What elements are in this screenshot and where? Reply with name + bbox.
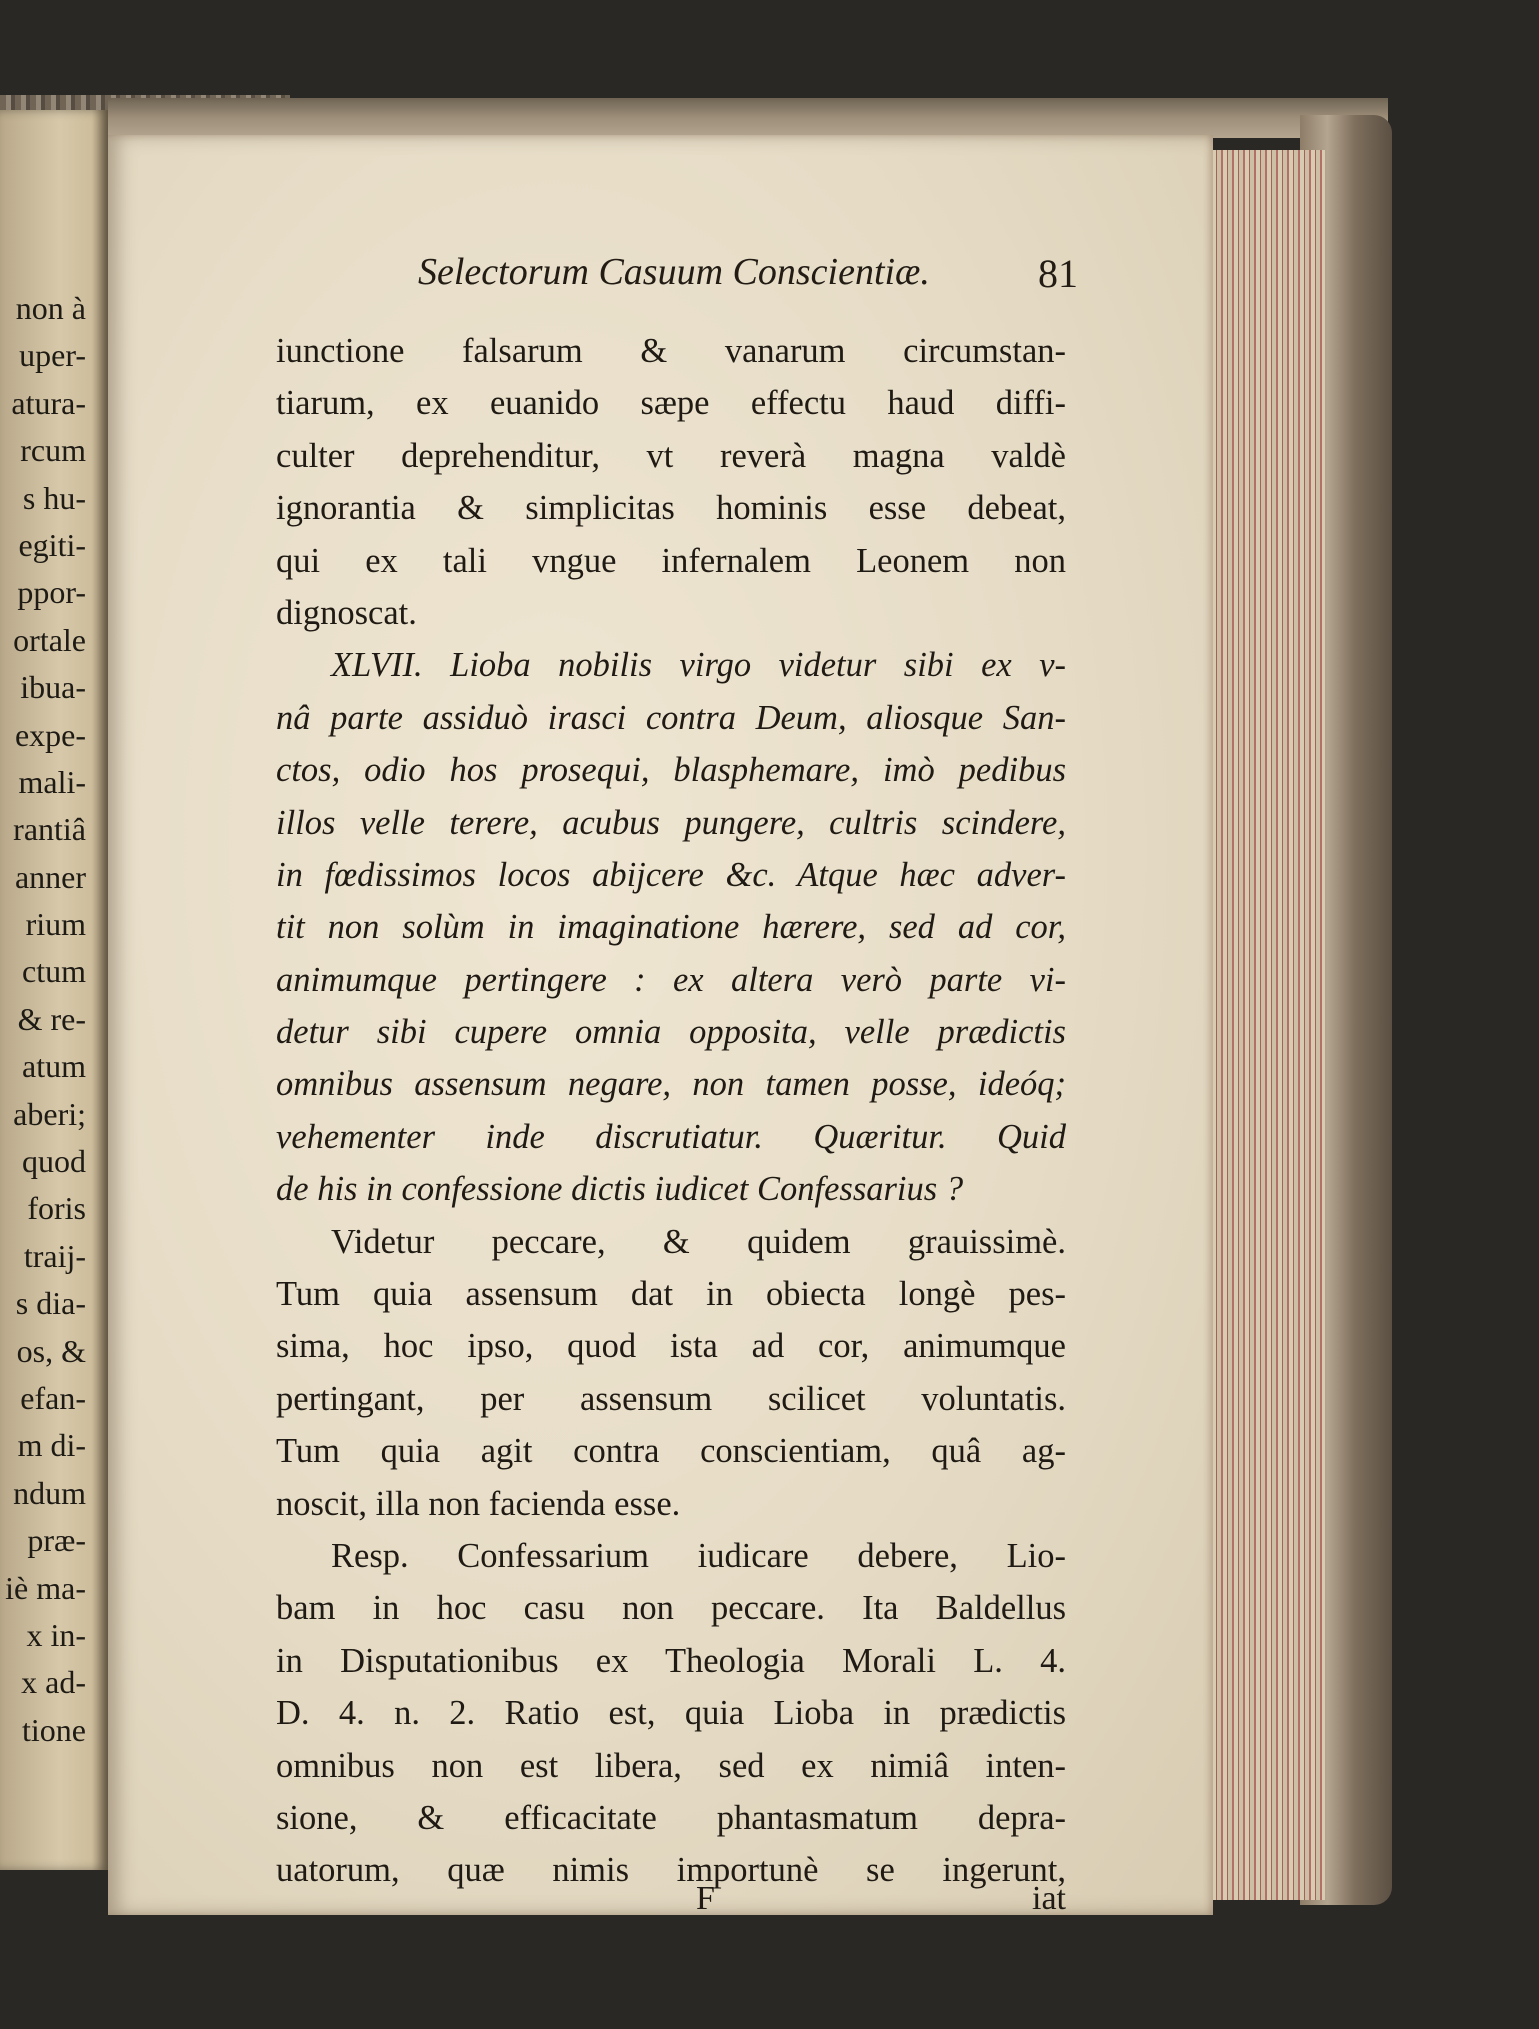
text-line: in fœdissimos locos abijcere &c. Atque hæc adver-: [276, 855, 1066, 894]
text-line: Tum quia agit contra conscientiam, quâ ag-: [276, 1432, 1066, 1471]
text-line: uatorum, quæ nimis importunè se ingerunt,: [276, 1851, 1066, 1890]
page-footer: [276, 1880, 1066, 1930]
left-line-ending: s dia-: [15, 1285, 86, 1322]
left-line-ending: s hu-: [22, 479, 86, 516]
page-header: [298, 250, 1078, 310]
signature-mark: F: [696, 1880, 715, 1917]
left-line-ending: ndum: [13, 1474, 86, 1511]
left-line-ending: atura-: [11, 384, 86, 421]
text-line: culter deprehenditur, vt reverà magna valdè: [276, 436, 1066, 475]
left-line-ending: foris: [27, 1190, 86, 1227]
page-text: [276, 325, 1066, 1897]
text-line: vehementer inde discrutiatur. Quæritur. Quid: [276, 1117, 1066, 1156]
text-line: pertingant, per assensum scilicet voluntatis.: [276, 1379, 1066, 1418]
left-line-ending: x ad-: [21, 1664, 86, 1701]
text-line: Tum quia assensum dat in obiecta longè pes-: [276, 1275, 1066, 1314]
left-line-ending: non à: [15, 290, 86, 326]
left-line-ending: egiti-: [18, 526, 86, 563]
left-line-ending: mali-: [18, 763, 86, 800]
text-line: qui ex tali vngue infernalem Leonem non: [276, 541, 1066, 580]
left-line-ending: ctum: [22, 953, 86, 990]
text-line: sima, hoc ipso, quod ista ad cor, animumque: [276, 1327, 1066, 1366]
text-line: omnibus non est libera, sed ex nimiâ inten-: [276, 1746, 1066, 1785]
text-line: Videtur peccare, & quidem grauissimè.: [331, 1222, 1066, 1261]
left-line-ending: uper-: [19, 337, 86, 374]
text-line: iunctione falsarum & vanarum circumstan-: [276, 332, 1066, 370]
running-head: Selectorum Casuum Conscientiæ.: [418, 251, 930, 293]
left-line-ending: rcum: [20, 432, 86, 469]
left-line-ending: præ-: [27, 1522, 86, 1559]
left-line-ending: & re-: [17, 1000, 86, 1037]
left-line-ending: efan-: [20, 1379, 86, 1416]
text-line: illos velle terere, acubus pungere, cultris scindere,: [276, 803, 1066, 842]
left-line-ending: m di-: [17, 1427, 86, 1464]
text-line: tiarum, ex euanido sæpe effectu haud diffi-: [276, 384, 1066, 423]
left-line-ending: ortale: [13, 621, 86, 658]
text-line: detur sibi cupere omnia opposita, velle prædictis: [276, 1013, 1066, 1052]
text-line: dignoscat.: [276, 593, 417, 632]
text-line: D. 4. n. 2. Ratio est, quia Lioba in prædictis: [276, 1694, 1066, 1733]
left-line-ending: quod: [22, 1143, 86, 1180]
text-line: ignorantia & simplicitas hominis esse debeat,: [276, 489, 1066, 528]
text-line: de his in confessione dictis iudicet Confessarius ?: [276, 1170, 964, 1209]
page-number: 81: [1038, 251, 1078, 296]
text-line: in Disputationibus ex Theologia Morali L. 4.: [276, 1641, 1066, 1680]
left-line-ending: tione: [22, 1711, 86, 1748]
left-line-ending: os, &: [16, 1332, 86, 1369]
catchword: iat: [1032, 1880, 1066, 1917]
left-line-ending: ibua-: [20, 669, 86, 706]
case-heading-line: XLVII. Lioba nobilis virgo videtur sibi ex v-: [331, 646, 1066, 685]
left-line-ending: ppor-: [17, 574, 86, 611]
left-line-ending: rium: [25, 906, 86, 943]
text-line: tit non solùm in imaginatione hærere, sed ad cor,: [276, 908, 1066, 947]
book-top-edge: [108, 98, 1388, 138]
left-line-ending: aberi;: [13, 1095, 86, 1132]
left-line-ending: x in-: [26, 1616, 86, 1653]
text-line: omnibus assensum negare, non tamen posse, ideóq;: [276, 1065, 1066, 1104]
text-line: ctos, odio hos prosequi, blasphemare, imò pedibus: [276, 751, 1066, 790]
left-line-ending: iè ma-: [5, 1569, 86, 1606]
left-line-ending: atum: [22, 1048, 86, 1085]
text-line: sione, & efficacitate phantasmatum depra-: [276, 1798, 1066, 1837]
text-line: noscit, illa non facienda esse.: [276, 1484, 681, 1523]
text-line: bam in hoc casu non peccare. Ita Baldellus: [276, 1589, 1066, 1628]
right-page: [108, 135, 1213, 1915]
text-line: animumque pertingere : ex altera verò parte vi-: [276, 960, 1066, 999]
page-fore-edge: [1195, 150, 1325, 1900]
left-line-ending: expe-: [14, 716, 86, 753]
left-page-line-endings: [0, 285, 100, 1754]
text-line: nâ parte assiduò irasci contra Deum, aliosque San-: [276, 698, 1066, 737]
text-line: Resp. Confessarium iudicare debere, Lio-: [331, 1536, 1066, 1575]
left-line-ending: rantiâ: [13, 811, 86, 848]
left-line-ending: traij-: [23, 1237, 86, 1274]
left-line-ending: anner: [14, 858, 86, 895]
